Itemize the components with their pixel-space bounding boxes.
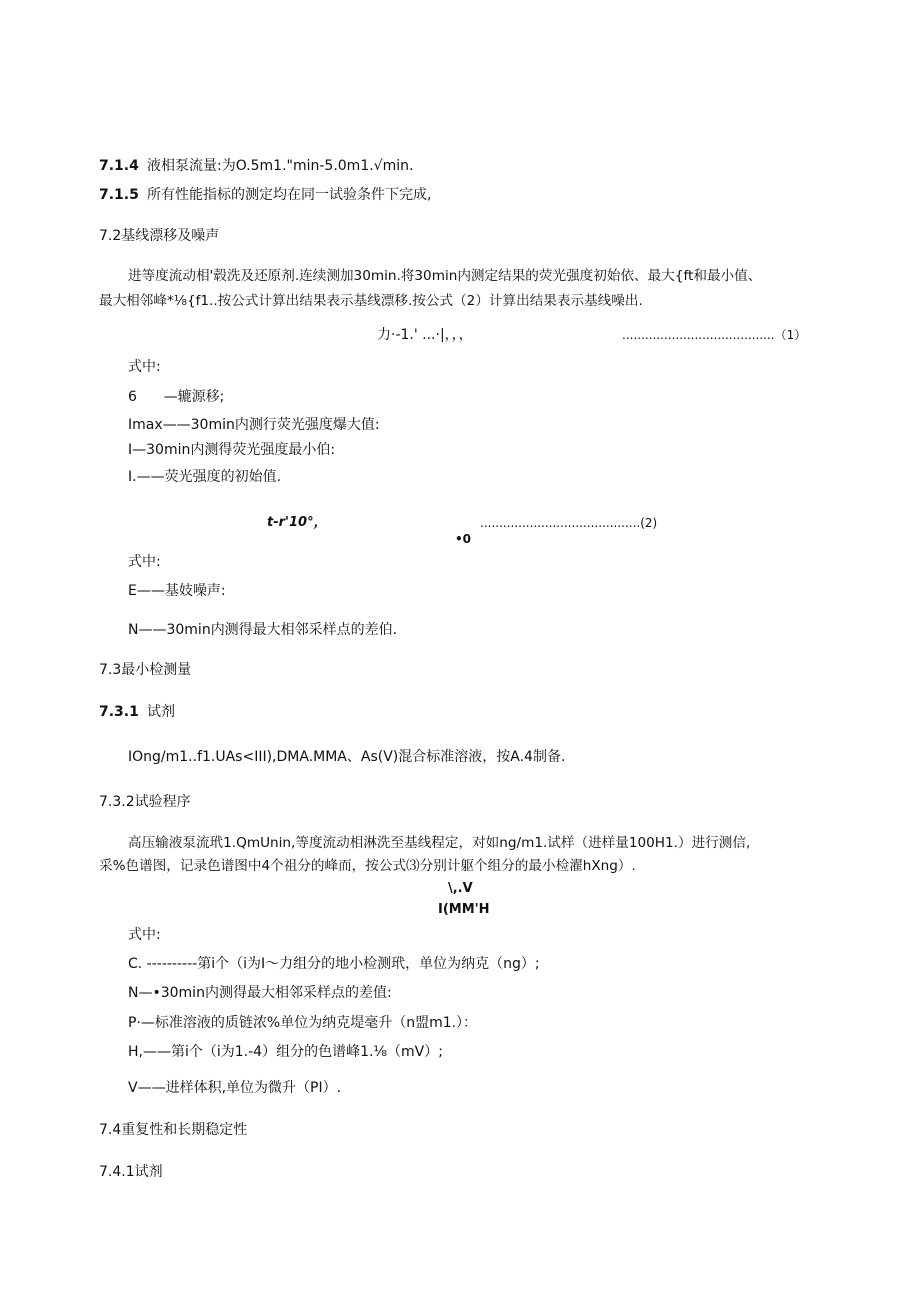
section-heading-7-3: 7.3最小检测量: [99, 662, 192, 678]
section-heading-7-3-2: 7.3.2试验程序: [99, 794, 191, 810]
definition-drift: 6 —辘源移;: [128, 389, 225, 405]
formula-2-subscript: •0: [455, 532, 472, 546]
clause-text: 所有性能指标的测定均在同一试验条件下完成,: [147, 187, 432, 203]
definition-imax: Imax——30min内测行荧光强度爆大值:: [128, 417, 380, 433]
definition-hi: H,——第i个（i为1.-4）组分的色谱峰1.⅛（mV）;: [128, 1044, 443, 1060]
formula-1-number: ........................................（1）: [622, 328, 807, 342]
section-heading-7-4: 7.4重复性和长期稳定性: [99, 1122, 248, 1138]
definition-v: V——进样体积,单位为微升（PI）.: [128, 1080, 342, 1096]
definition-imin: I—30min内测得荧光强度最小伯:: [128, 442, 336, 458]
definition-n: N—•30min内测得最大相邻采样点的差值:: [128, 985, 392, 1001]
definition-ci: C. ----------第i个（i为I〜力组分的地小检测玳，单位为纳克（ng）;: [128, 956, 540, 972]
formula-3-numerator: \,.V: [448, 881, 473, 896]
where-label: 式中:: [128, 927, 161, 943]
section-heading-7-4-1: 7.4.1试剂: [99, 1164, 163, 1180]
clause-text: 试剂: [147, 704, 175, 720]
paragraph-7-3-2-line-1: 高压输液泵流玳1.QmUnin,等度流动相淋洗至基线程定，对如ng/m1.试样（进样量100H1.）进行测信,: [128, 835, 751, 851]
paragraph-7-2-line-1: 进等度流动相'毂洗及还原剂.连续测加30min.将30min内测定结果的荧光强度初始依、最大{ft和最小值、: [128, 268, 762, 284]
definition-noise: E——基妓噪声:: [128, 583, 226, 599]
paragraph-7-3-2-line-2: 采%色谱图，记录色谱图中4个祖分的峰而，按公式⑶分别计躯个组分的最小检濯hXng）.: [99, 858, 636, 874]
definition-n: N——30min内测得最大相邻采样点的差伯.: [128, 622, 398, 638]
clause-text: 液相泵流量:为O.5m1."min-5.0m1.√min.: [147, 158, 414, 174]
formula-1: 力·-1.' ...·|，，，: [377, 327, 473, 343]
where-label: 式中:: [128, 359, 161, 375]
reagent-paragraph: IOng/m1..f1.UAs<III),DMA.MMA、As(V)混合标准溶液，按A.4制备.: [128, 749, 566, 765]
clause-number: 7.1.5: [99, 187, 139, 203]
paragraph-7-2-line-2: 最大相邻峰*⅛{f1..按公式计算出结果表示基线漂移.按公式（2）计算出结果表示基线噪出.: [99, 293, 643, 309]
formula-3-denominator: I(MM'H: [438, 902, 490, 917]
clause-7-3-1: [99, 703, 175, 721]
formula-2: t-r'10°，: [267, 515, 327, 530]
formula-2-number: ..........................................(2): [480, 516, 658, 530]
definition-p: P·—标准溶液的质链浓%单位为纳克堤毫升（n盟m1.）：: [128, 1015, 478, 1031]
clause-number: 7.3.1: [99, 704, 139, 720]
definition-i0: I.——荧光强度的初始值.: [128, 469, 282, 485]
clause-number: 7.1.4: [99, 158, 139, 174]
where-label: 式中:: [128, 554, 161, 570]
clause-7-1-4: [99, 157, 413, 175]
section-heading-7-2: 7.2基线漂移及噪声: [99, 228, 220, 244]
clause-7-1-5: [99, 186, 431, 204]
